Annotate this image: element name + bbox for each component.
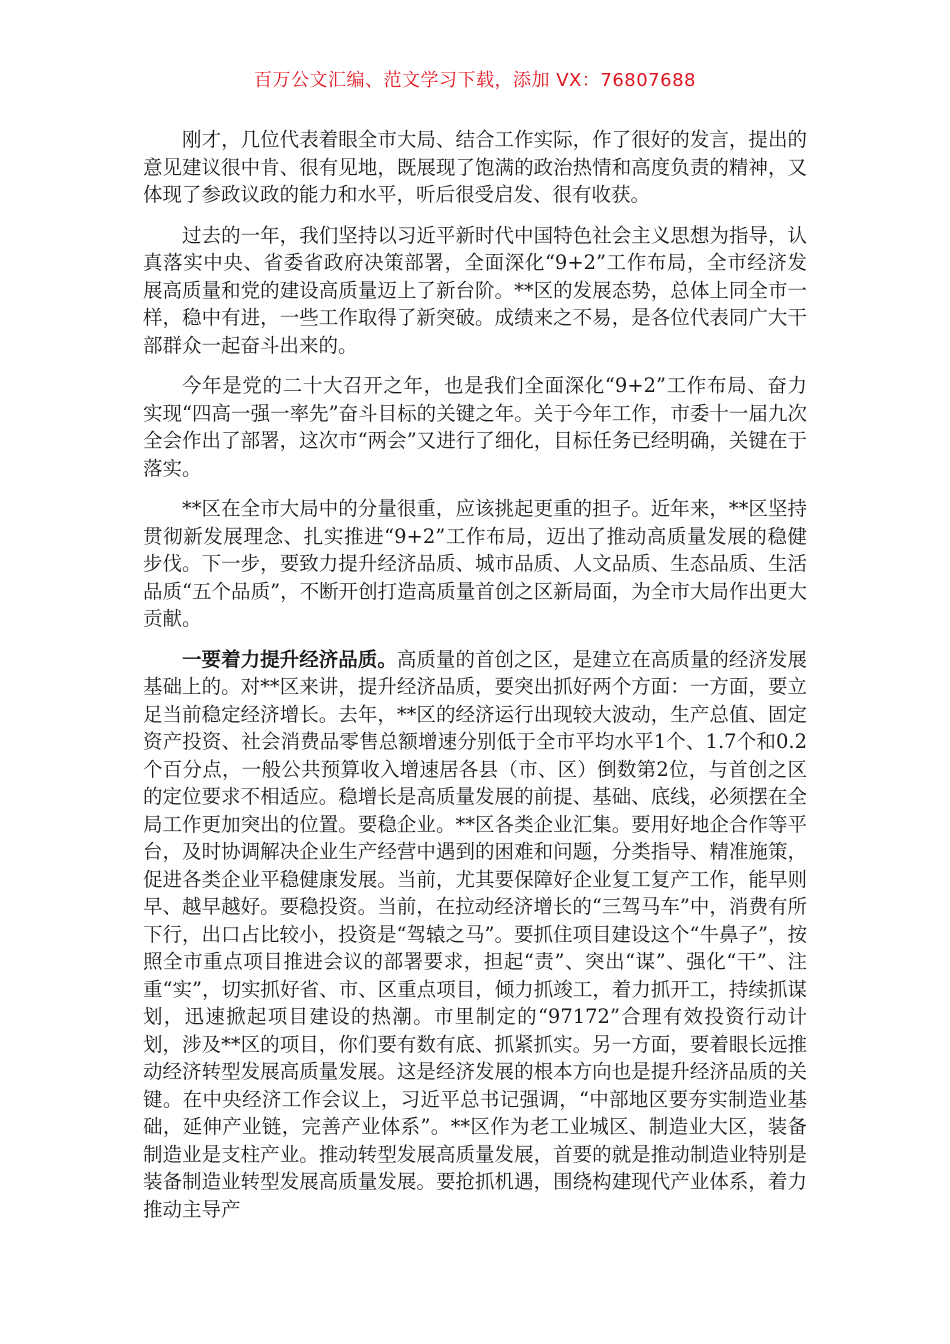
paragraph-1-text: 刚才，几位代表着眼全市大局、结合工作实际，作了很好的发言，提出的意见建议很中肯、很有见地，既展现了饱满的政治热情和高度负责的精神，又体现了参政议政的能力和水平，听后很受启发、很有收获。: [143, 128, 807, 206]
paragraph-5-heading: 一要着力提升经济品质。: [182, 647, 397, 671]
document-body: [143, 126, 807, 1236]
paragraph-3-text: 今年是党的二十大召开之年，也是我们全面深化“9+2”工作布局、奋力实现“四高一强一率先”奋斗目标的关键之年。关于今年工作，市委十一届九次全会作出了部署，这次市“两会”又进行了细化，目标任务已经明确，关键在于落实。: [143, 374, 807, 480]
paragraph-1: [143, 126, 807, 209]
paragraph-2-text: 过去的一年，我们坚持以习近平新时代中国特色社会主义思想为指导，认真落实中央、省委省政府决策部署，全面深化“9+2”工作布局，全市经济发展高质量和党的建设高质量迈上了新台阶。**区的发展态势，总体上同全市一样，稳中有进，一些工作取得了新突破。成绩来之不易，是各位代表同广大干部群众一起奋斗出来的。: [143, 223, 807, 357]
watermark-header: 百万公文汇编、范文学习下载，添加 VX：76807688: [254, 70, 696, 91]
paragraph-4-text: **区在全市大局中的分量很重，应该挑起更重的担子。近年来，**区坚持贯彻新发展理念、扎实推进“9+2”工作布局，迈出了推动高质量发展的稳健步伐。下一步，要致力提升经济品质、城市品质、人文品质、生态品质、生活品质“五个品质”，不断开创打造高质量首创之区新局面，为全市大局作出更大贡献。: [143, 497, 807, 630]
paragraph-5: [143, 646, 807, 1224]
paragraph-5-text: 高质量的首创之区，是建立在高质量的经济发展基础上的。对**区来讲，提升经济品质，要突出抓好两个方面：一方面，要立足当前稳定经济增长。去年，**区的经济运行出现较大波动，生产总值、固定资产投资、社会消费品零售总额增速分别低于全市平均水平1个、1.7个和0.2个百分点，一般公共预算收入增速居各县（市、区）倒数第2位，与首创之区的定位要求不相适应。稳增长是高质量发展的前提、基础、底线，必须摆在全局工作更加突出的位置。要稳企业。**区各类企业汇集。要用好地企合作等平台，及时协调解决企业生产经营中遇到的困难和问题，分类指导、精准施策，促进各类企业平稳健康发展。当前，尤其要保障好企业复工复产工作，能早则早、越早越好。要稳投资。当前，在拉动经济增长的“三驾马车”中，消费有所下行，出口占比较小，投资是“驾辕之马”。要抓住项目建设这个“牛鼻子”，按照全市重点项目推进会议的部署要求，担起“责”、突出“谋”、强化“干”、注重“实”，切实抓好省、市、区重点项目，倾力抓竣工，着力抓开工，持续抓谋划，迅速掀起项目建设的热潮。市里制定的“97172”合理有效投资行动计划，涉及**区的项目，你们要有数有底、抓紧抓实。另一方面，要着眼长远推动经济转型发展高质量发展。这是经济发展的根本方向也是提升经济品质的关键。在中央经济工作会议上，习近平总书记强调，“中部地区要夯实制造业基础，延伸产业链，完善产业体系”。**区作为老工业城区、制造业大区，装备制造业是支柱产业。推动转型发展高质量发展，首要的就是推动制造业特别是装备制造业转型发展高质量发展。要抢抓机遇，围绕构建现代产业体系，着力推动主导产: [143, 647, 807, 1221]
paragraph-2: [143, 222, 807, 360]
paragraph-4: [143, 495, 807, 633]
paragraph-3: [143, 372, 807, 482]
